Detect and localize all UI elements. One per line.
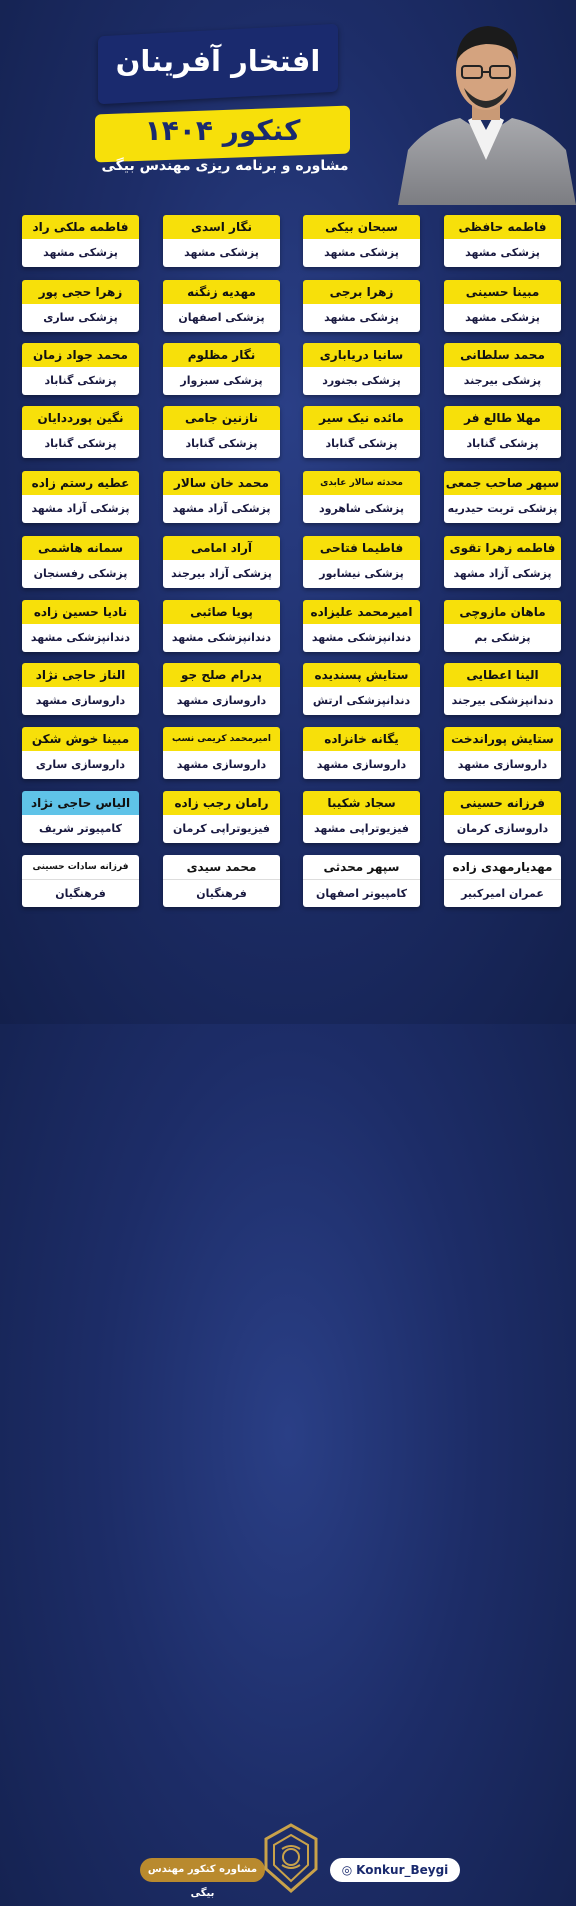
student-card bbox=[22, 791, 139, 843]
student-card bbox=[22, 280, 139, 332]
student-field: پزشکی بم bbox=[444, 624, 561, 652]
student-name: محمد جواد زمان bbox=[22, 343, 139, 367]
student-field: پزشکی تربت حیدریه bbox=[444, 495, 561, 523]
exam-title: کنکور ۱۴۰۴ bbox=[144, 114, 301, 147]
student-card bbox=[22, 343, 139, 395]
student-name: ستایش پسندیده bbox=[303, 663, 420, 687]
student-field: دندانپزشکی بیرجند bbox=[444, 687, 561, 715]
student-card bbox=[163, 791, 280, 843]
student-name: سبحان بیکی bbox=[303, 215, 420, 239]
student-name: فاطمه حافظی bbox=[444, 215, 561, 239]
student-field: کامپیوتر اصفهان bbox=[303, 880, 420, 907]
student-name: سجاد شکیبا bbox=[303, 791, 420, 815]
student-field: دندانپزشکی مشهد bbox=[163, 624, 280, 652]
student-card bbox=[303, 791, 420, 843]
student-field: داروسازی مشهد bbox=[303, 751, 420, 779]
student-field: پزشکی آزاد بیرجند bbox=[163, 560, 280, 588]
student-name: مائده نیک سیر bbox=[303, 406, 420, 430]
student-card bbox=[22, 600, 139, 652]
student-card bbox=[22, 855, 139, 907]
student-field: پزشکی بجنورد bbox=[303, 367, 420, 395]
student-field: پزشکی ساری bbox=[22, 304, 139, 332]
student-name: محدثه سالار عابدی bbox=[303, 471, 420, 495]
student-name: نگین پورددایان bbox=[22, 406, 139, 430]
student-name: فرزانه سادات حسینی bbox=[22, 855, 139, 880]
student-name: مهدیارمهدی زاده bbox=[444, 855, 561, 880]
student-card bbox=[303, 343, 420, 395]
student-name: مهدیه زنگنه bbox=[163, 280, 280, 304]
student-field: پزشکی نیشابور bbox=[303, 560, 420, 588]
student-field: دندانپزشکی ارتش bbox=[303, 687, 420, 715]
student-field: فرهنگیان bbox=[22, 880, 139, 907]
student-name: سانیا دریاباری bbox=[303, 343, 420, 367]
student-card bbox=[444, 791, 561, 843]
student-name: سپهر محدثی bbox=[303, 855, 420, 880]
student-name: زهرا حجی پور bbox=[22, 280, 139, 304]
student-name: مهلا طالع فر bbox=[444, 406, 561, 430]
student-card bbox=[444, 343, 561, 395]
student-card bbox=[303, 406, 420, 458]
student-card bbox=[444, 600, 561, 652]
student-field: فیزیوتراپی مشهد bbox=[303, 815, 420, 843]
student-field: پزشکی بیرجند bbox=[444, 367, 561, 395]
student-card bbox=[163, 215, 280, 267]
student-field: پزشکی مشهد bbox=[444, 304, 561, 332]
student-field: فیزیوتراپی کرمان bbox=[163, 815, 280, 843]
student-name: فاطیما فتاحی bbox=[303, 536, 420, 560]
student-card bbox=[303, 536, 420, 588]
student-card bbox=[163, 471, 280, 523]
student-card bbox=[163, 280, 280, 332]
student-card bbox=[303, 663, 420, 715]
student-name: محمد سیدی bbox=[163, 855, 280, 880]
student-name: الینا اعطایی bbox=[444, 663, 561, 687]
student-field: پزشکی گناباد bbox=[22, 430, 139, 458]
student-card bbox=[163, 536, 280, 588]
student-name: رامان رجب زاده bbox=[163, 791, 280, 815]
student-name: زهرا برجی bbox=[303, 280, 420, 304]
student-card bbox=[444, 280, 561, 332]
advisor-portrait bbox=[398, 10, 576, 205]
student-field: پزشکی مشهد bbox=[163, 239, 280, 267]
student-field: داروسازی کرمان bbox=[444, 815, 561, 843]
student-name: مبینا حسینی bbox=[444, 280, 561, 304]
student-field: داروسازی ساری bbox=[22, 751, 139, 779]
student-name: فرزانه حسینی bbox=[444, 791, 561, 815]
student-card bbox=[444, 536, 561, 588]
student-name: عطیه رستم زاده bbox=[22, 471, 139, 495]
student-card bbox=[303, 215, 420, 267]
student-card bbox=[444, 471, 561, 523]
student-field: پزشکی مشهد bbox=[303, 239, 420, 267]
student-card bbox=[22, 727, 139, 779]
student-name: محمد خان سالار bbox=[163, 471, 280, 495]
student-field: کامپیوتر شریف bbox=[22, 815, 139, 843]
student-field: داروسازی مشهد bbox=[163, 751, 280, 779]
header bbox=[0, 0, 576, 205]
student-card bbox=[444, 215, 561, 267]
student-field: پزشکی مشهد bbox=[22, 239, 139, 267]
instagram-text: Konkur_Beygi bbox=[356, 1863, 449, 1877]
student-field: پزشکی آزاد مشهد bbox=[22, 495, 139, 523]
brand-label: مشاوره کنکور مهندس بیگی bbox=[140, 1858, 265, 1882]
student-field: پزشکی سبزوار bbox=[163, 367, 280, 395]
student-card bbox=[303, 471, 420, 523]
student-field: داروسازی مشهد bbox=[444, 751, 561, 779]
student-card bbox=[444, 663, 561, 715]
student-name: آراد امامی bbox=[163, 536, 280, 560]
student-card bbox=[444, 727, 561, 779]
student-field: فرهنگیان bbox=[163, 880, 280, 907]
student-name: نگار اسدی bbox=[163, 215, 280, 239]
student-name: ماهان مازوچی bbox=[444, 600, 561, 624]
student-name: نادیا حسین زاده bbox=[22, 600, 139, 624]
footer bbox=[0, 905, 576, 1899]
student-card bbox=[22, 471, 139, 523]
student-name: مبینا خوش شکن bbox=[22, 727, 139, 751]
student-name: الیاس حاجی نژاد bbox=[22, 791, 139, 815]
student-field: پزشکی گناباد bbox=[163, 430, 280, 458]
student-field: پزشکی شاهرود bbox=[303, 495, 420, 523]
student-name: پویا صائبی bbox=[163, 600, 280, 624]
student-name: نگار مظلوم bbox=[163, 343, 280, 367]
student-name: سپهر صاحب جمعی bbox=[444, 471, 561, 495]
instagram-handle[interactable] bbox=[330, 1858, 460, 1882]
student-card bbox=[303, 855, 420, 907]
student-card bbox=[163, 855, 280, 907]
student-field: پزشکی مشهد bbox=[444, 239, 561, 267]
instagram-icon: ◎ bbox=[341, 1863, 353, 1877]
student-card bbox=[163, 406, 280, 458]
student-card bbox=[163, 663, 280, 715]
student-card bbox=[444, 406, 561, 458]
student-field: پزشکی گناباد bbox=[303, 430, 420, 458]
student-card bbox=[22, 406, 139, 458]
student-name: نازنین جامی bbox=[163, 406, 280, 430]
student-name: امیرمحمد کریمی نسب bbox=[163, 727, 280, 751]
student-card bbox=[163, 343, 280, 395]
student-card bbox=[163, 727, 280, 779]
student-field: پزشکی رفسنجان bbox=[22, 560, 139, 588]
student-name: ستایش پوراندخت bbox=[444, 727, 561, 751]
student-field: پزشکی اصفهان bbox=[163, 304, 280, 332]
student-field: دندانپزشکی مشهد bbox=[22, 624, 139, 652]
student-card bbox=[22, 215, 139, 267]
student-name: امیرمحمد علیزاده bbox=[303, 600, 420, 624]
page-subtitle: مشاوره و برنامه ریزی مهندس بیگی bbox=[101, 158, 349, 174]
student-card bbox=[163, 600, 280, 652]
student-name: سمانه هاشمی bbox=[22, 536, 139, 560]
student-name: محمد سلطانی bbox=[444, 343, 561, 367]
student-card bbox=[303, 600, 420, 652]
brand-logo-icon bbox=[262, 1823, 320, 1893]
student-card bbox=[303, 727, 420, 779]
student-field: پزشکی مشهد bbox=[303, 304, 420, 332]
student-name: یگانه خانزاده bbox=[303, 727, 420, 751]
page-title: افتخار آفرینان bbox=[115, 44, 321, 78]
student-name: فاطمه ملکی راد bbox=[22, 215, 139, 239]
student-card bbox=[303, 280, 420, 332]
student-field: دندانپزشکی مشهد bbox=[303, 624, 420, 652]
student-field: پزشکی گناباد bbox=[22, 367, 139, 395]
student-card bbox=[444, 855, 561, 907]
student-name: پدرام صلح جو bbox=[163, 663, 280, 687]
student-field: پزشکی گناباد bbox=[444, 430, 561, 458]
student-card bbox=[22, 536, 139, 588]
student-field: داروسازی مشهد bbox=[22, 687, 139, 715]
student-name: فاطمه زهرا تقوی bbox=[444, 536, 561, 560]
student-name: الناز حاجی نژاد bbox=[22, 663, 139, 687]
student-field: پزشکی آزاد مشهد bbox=[163, 495, 280, 523]
student-field: پزشکی آزاد مشهد bbox=[444, 560, 561, 588]
student-card bbox=[22, 663, 139, 715]
student-field: داروسازی مشهد bbox=[163, 687, 280, 715]
student-field: عمران امیرکبیر bbox=[444, 880, 561, 907]
